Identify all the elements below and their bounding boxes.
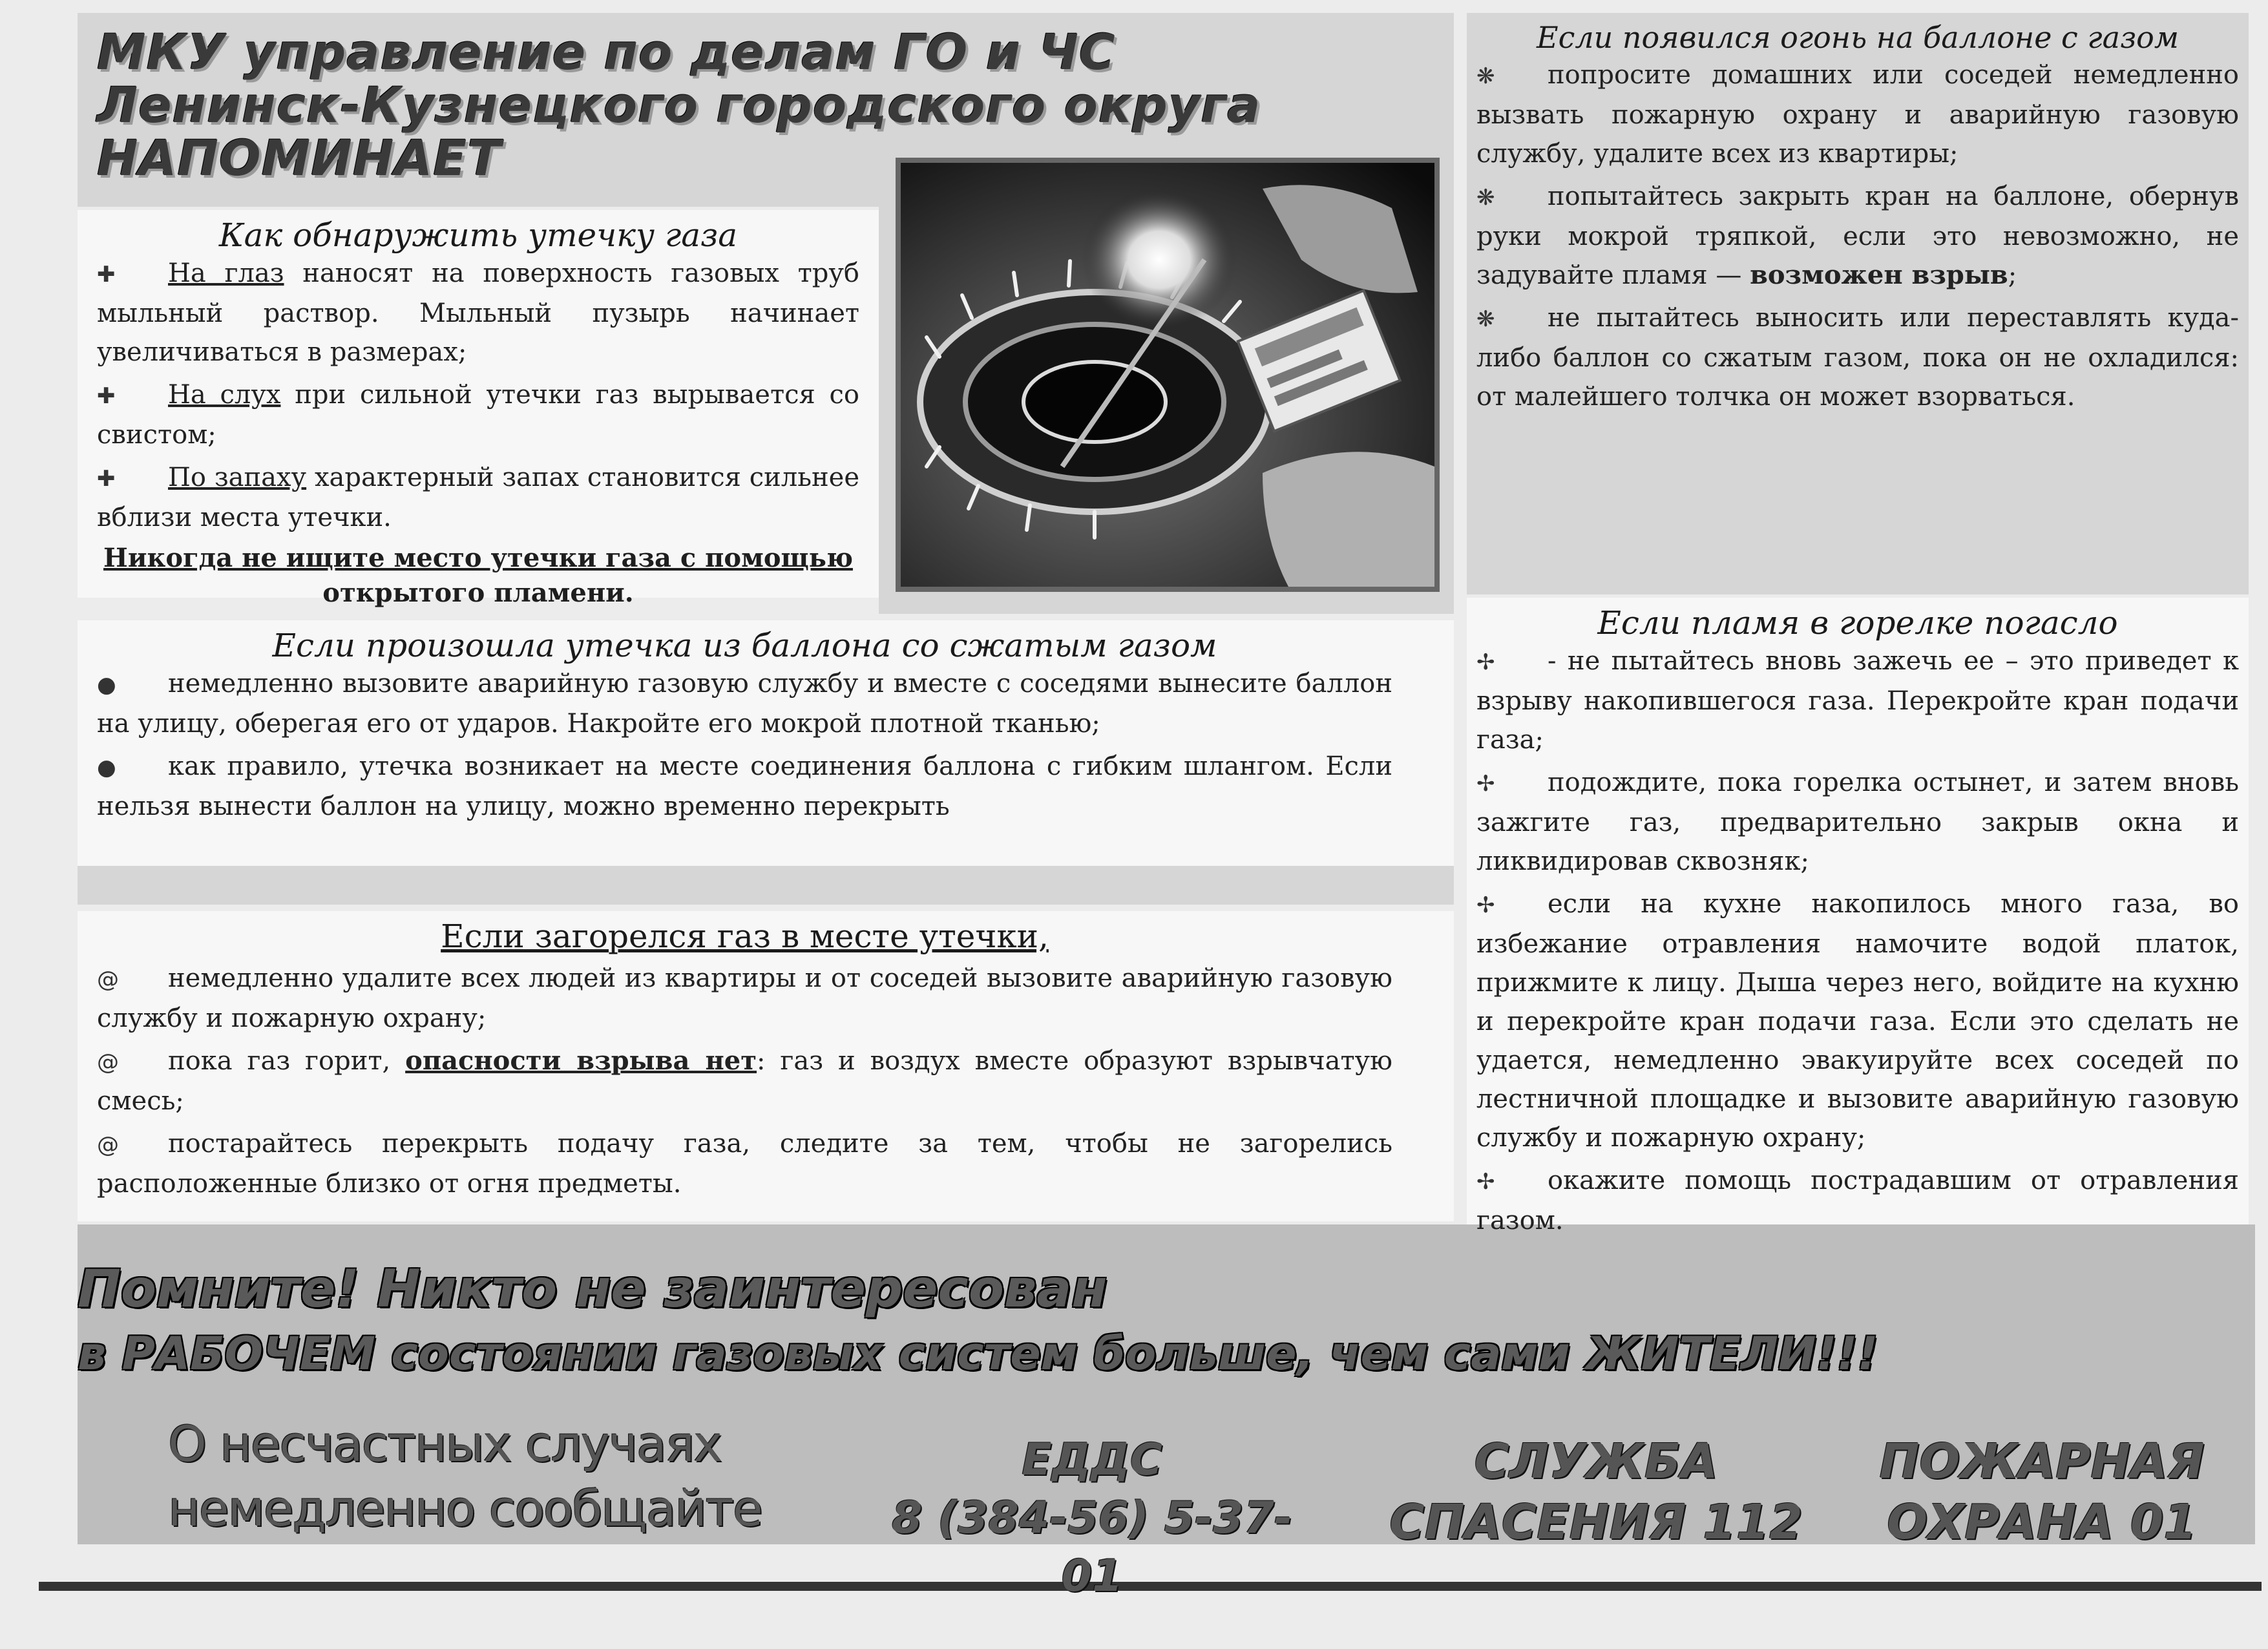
detect-item-lead: По запаху — [168, 463, 307, 492]
warning-line-1: Никогда не ищите место утечки газа с помощью — [103, 543, 853, 573]
fire-at-leak-text-end: : газ и воздух вместе образуют взрывчатую смесь; — [97, 1046, 1392, 1116]
header-line-2: Ленинск-Кузнецкого городского округа — [97, 76, 1261, 134]
cross-bullet-icon: ✢ — [1476, 771, 1495, 797]
cylinder-leak-cut — [78, 866, 1454, 905]
cylinder-fire-text-end: ; — [2008, 260, 2017, 290]
fire-at-leak-title: Если загорелся газ в месте утечки, — [441, 918, 1049, 955]
detect-section — [97, 216, 859, 611]
edds-label: ЕДДС — [1022, 1434, 1162, 1486]
fire-at-leak-text: постарайтесь перекрыть подачу газа, следите за тем, чтобы не загорелись расположенные близко от огня предметы. — [97, 1129, 1392, 1199]
fire-line-1: ПОЖАРНАЯ — [1879, 1434, 2205, 1489]
cylinder-leak-text: как правило, утечка возникает на месте соединения баллона с гибким шлангом. Если нельзя вынести баллон на улицу, можно временно перекрыть — [97, 751, 1392, 821]
star-bullet-icon: ❋ — [1476, 306, 1495, 332]
cylinder-fire-bold: возможен взрыв — [1750, 260, 2008, 290]
detect-item-smell — [97, 458, 859, 537]
cylinder-fire-section — [1476, 20, 2239, 420]
dot-bullet-icon: ● — [97, 755, 116, 781]
flame-out-item — [1476, 885, 2239, 1157]
cylinder-leak-item — [97, 664, 1392, 743]
remember-line-1: Помните! Никто не заинтересован — [78, 1259, 1108, 1319]
cross-bullet-icon: ✢ — [1476, 649, 1495, 675]
fire-at-leak-item — [97, 1124, 1392, 1203]
rescue-line-1: СЛУЖБА — [1474, 1434, 1718, 1489]
open-flame-warning — [97, 541, 859, 611]
plus-bullet-icon: ✚ — [97, 466, 116, 492]
cylinder-fire-text: попросите домашних или соседей немедленно вызвать пожарную охрану и аварийную газовую службу, удалите всех из квартиры; — [1476, 60, 2239, 169]
flame-out-item — [1476, 642, 2239, 759]
cylinder-fire-title: Если появился огонь на баллоне с газом — [1536, 20, 2179, 55]
header-line-1: МКУ управление по делам ГО и ЧС — [97, 23, 1116, 81]
flame-out-text: подождите, пока горелка остынет, и затем вновь зажгите газ, предварительно закрыв окна и ликвидировав сквозняк; — [1476, 768, 2239, 876]
detect-item-text: наносят на поверхность газовых труб мыльный раствор. Мыльный пузырь начинает увеличиваться в размерах; — [97, 258, 859, 367]
rescue-line-2: СПАСЕНИЯ 112 — [1389, 1495, 1803, 1550]
spiral-bullet-icon: @ — [97, 1049, 119, 1075]
rescue-contact — [1370, 1431, 1822, 1553]
cylinder-leak-section — [97, 627, 1392, 830]
plus-bullet-icon: ✚ — [97, 383, 116, 409]
fire-at-leak-item — [97, 959, 1392, 1038]
fire-at-leak-text: пока газ горит, — [168, 1046, 406, 1076]
cylinder-leak-text: немедленно вызовите аварийную газовую службу и вместе с соседями вынесите баллон на улицу, оберегая его от ударов. Накройте его мокрой плотной тканью; — [97, 669, 1392, 739]
cylinder-fire-item — [1476, 56, 2239, 173]
cylinder-fire-text: не пытайтесь выносить или переставлять куда-либо баллон со сжатым газом, пока он не охладился: от малейшего толчка он может взорваться. — [1476, 303, 2239, 412]
gas-burner-photo — [896, 158, 1440, 592]
plus-bullet-icon: ✚ — [97, 262, 116, 288]
flame-out-text: если на кухне накопилось много газа, во избежание отравления намочите водой платок, прижмите к лицу. Дыша через него, войдите на кухню и перекройте кран подачи газа. Если это сделать не удается, немедленно эвакуируйте всех соседей по лестничной площадке и вызовите аварийную газовую службу и пожарную охрану; — [1476, 889, 2239, 1153]
burner-illustration — [901, 163, 1434, 587]
detect-title: Как обнаружить утечку газа — [218, 216, 738, 254]
flame-out-item — [1476, 1161, 2239, 1240]
report-note — [129, 1412, 879, 1541]
edds-contact — [892, 1431, 1292, 1606]
cylinder-fire-text: попытайтесь закрыть кран на баллоне, обернув руки мокрой тряпкой, если это невозможно, не задувайте пламя — — [1476, 182, 2239, 290]
star-bullet-icon: ❋ — [1476, 63, 1495, 89]
cylinder-fire-item — [1476, 177, 2239, 295]
fire-line-2: ОХРАНА 01 — [1887, 1495, 2197, 1550]
fire-contact — [1861, 1431, 2223, 1553]
header-line-3: НАПОМИНАЕТ — [97, 129, 502, 187]
fire-at-leak-item — [97, 1042, 1392, 1120]
flame-out-title: Если пламя в горелке погасло — [1597, 604, 2118, 642]
cylinder-leak-title: Если произошла утечка из баллона со сжатым газом — [272, 627, 1217, 664]
flame-out-item — [1476, 763, 2239, 881]
fire-at-leak-text: немедленно удалите всех людей из квартиры и от соседей вызовите аварийную газовую службу и пожарную охрану; — [97, 963, 1392, 1033]
detect-item-lead: На слух — [168, 380, 281, 410]
flame-out-text: - не пытайтесь вновь зажечь ее – это приведет к взрыву накопившегося газа. Перекройте кран подачи газа; — [1476, 646, 2239, 755]
edds-phone: 8 (384-56) 5-37-01 — [892, 1493, 1293, 1602]
star-bullet-icon: ❋ — [1476, 185, 1495, 211]
detect-item-ear — [97, 375, 859, 454]
cross-bullet-icon: ✢ — [1476, 892, 1495, 918]
cylinder-leak-item — [97, 747, 1392, 826]
spiral-bullet-icon: @ — [97, 1132, 119, 1158]
cylinder-fire-item — [1476, 299, 2239, 416]
spiral-bullet-icon: @ — [97, 967, 119, 993]
detect-item-eye — [97, 254, 859, 372]
dot-bullet-icon: ● — [97, 672, 116, 698]
detect-item-text: характерный запах становится сильнее вблизи места утечки. — [97, 463, 859, 532]
detect-item-text: при сильной утечки газ вырывается со свистом; — [97, 380, 860, 450]
flame-out-section — [1476, 604, 2239, 1244]
flame-out-text: окажите помощь пострадавшим от отравления газом. — [1476, 1166, 2239, 1235]
warning-line-2: открытого пламени. — [322, 578, 634, 608]
remember-slogan — [78, 1257, 2249, 1386]
remember-line-2: в РАБОЧЕМ состоянии газовых систем больше, чем сами ЖИТЕЛИ!!! — [78, 1327, 1878, 1380]
report-line-1: О несчастных случаях — [168, 1415, 722, 1473]
detect-item-lead: На глаз — [168, 258, 284, 288]
cross-bullet-icon: ✢ — [1476, 1169, 1495, 1195]
report-line-2: немедленно сообщайте — [168, 1480, 762, 1537]
fire-at-leak-section — [97, 918, 1392, 1207]
no-explosion-risk: опасности взрыва нет — [405, 1045, 757, 1076]
